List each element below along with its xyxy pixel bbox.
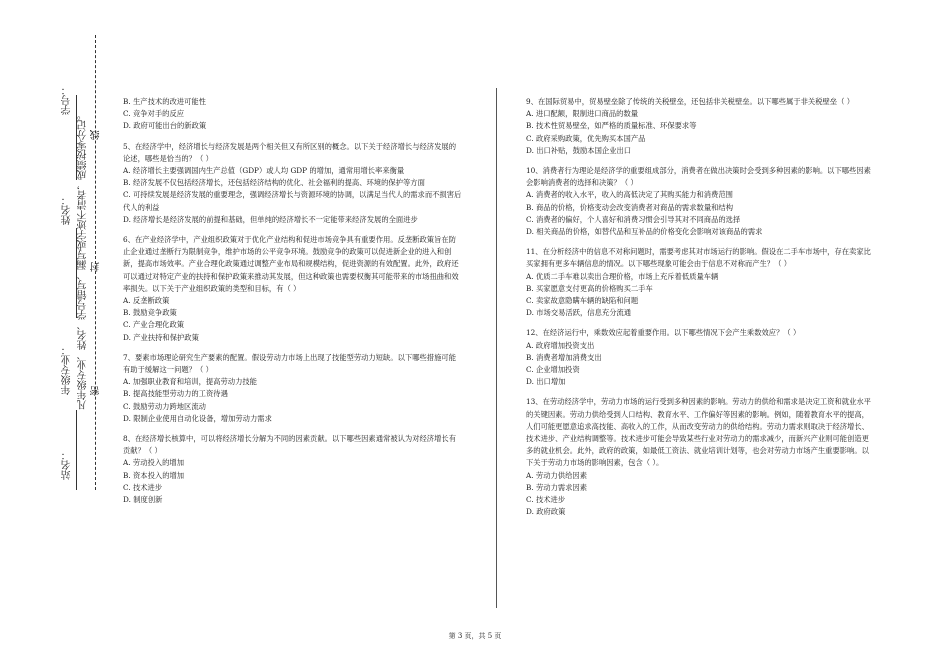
question-stem: 6、在产业经济学中，产业组织政策对于优化产业结构和促进市场竞争具有重要作用。反垄断政策旨在防止企业通过垄断行为限制竞争，维护市场的公平竞争环境。鼓励竞争的政策可以促进新企业的进入和创新，提高市场效率。产业合理化政策通过调整产业布局和规模结构，促进资源的有效配置。此外，政府还可以通过对特定产业的扶持和保护政策来推动其发展，但这种政策也需要权衡其可能带来的市场扭曲和效率损失。以下关于产业组织政策的类型和目标，有（ ） [123,235,459,293]
question-stem: 9、在国际贸易中，贸易壁垒除了传统的关税壁垒，还包括非关税壁垒。以下哪些属于非关税壁垒（ ） [526,97,855,106]
option-a: A. 劳动投入的增加 [123,458,184,468]
option-c: C. 消费者的偏好，个人喜好和消费习惯会引导其对不同商品的选择 [526,214,741,224]
question-10 [526,165,876,238]
question-stem: 7、要素市场理论研究生产要素的配置。假设劳动力市场上出现了技能型劳动力短缺。以下哪些措施可能有助于缓解这一问题？（ ） [123,352,456,375]
option-b: B. 资本投入的增加 [123,470,185,480]
question-11 [526,246,876,319]
option-d: D. 经济增长是经济发展的前提和基础，但单纯的经济增长不一定能带来经济发展的全面进步 [123,214,418,224]
option-b: B. 商品的价格，价格变动会改变消费者对商品的需求数量和结构 [526,202,734,212]
question-8 [123,433,463,506]
option-b: B. 买家愿意支付更高的价格购买二手车 [526,283,653,293]
question-6 [123,234,463,344]
option-a: A. 政府增加投资支出 [526,340,595,350]
option-a: A. 进口配额，限制进口商品的数量 [526,109,639,119]
question-stem: 5、在经济学中，经济增长与经济发展是两个相关但又有所区别的概念。以下关于经济增长与经济发展的论述，哪些是恰当的？（ ） [123,141,456,163]
right-column [526,96,876,519]
binding-notice: 凡年级专业、姓名、学号错写、漏写或字迹不清者，成绩按零分记。 [78,110,89,410]
student-id-label: 学号： [62,85,73,115]
question-stem: 11、在分析经济中的信息不对称问题时，需要考虑其对市场运行的影响。假设在二手车市场中，存在卖家比买家拥有更多车辆信息的情况。以下哪些现象可能会由于信息不对称而产生？（ ） [526,247,871,269]
option-c: C. 鼓励劳动力跨地区流动 [123,401,206,411]
option-c: C. 卖家故意隐瞒车辆的缺陷和问题 [526,296,639,306]
option-d: D. 政府可能出台的新政策 [123,121,207,131]
name-label: 姓名： [62,195,73,225]
question-4-tail [123,96,463,133]
question-12 [526,327,876,388]
class-underline [76,410,77,490]
option-d: D. 出口增加 [526,377,566,387]
option-c: C. 产业合理化政策 [123,320,185,330]
option-d: D. 限制企业使用自动化设备，增加劳动力需求 [123,413,272,423]
option-c: C. 企业增加投资 [526,365,580,375]
seal-char-feng: 封 [91,262,102,272]
option-b: B. 劳动力需求因素 [526,482,588,492]
option-d: D. 市场交易活跃，信息充分流通 [526,308,632,318]
option-b: B. 消费者增加消费支出 [526,352,602,362]
class-label: 年级专业： [62,345,73,395]
column-divider [496,88,497,608]
option-d: D. 相关商品的价格，如替代品和互补品的价格变化会影响对该商品的需求 [526,227,763,237]
option-a: A. 劳动力供给因素 [526,470,587,480]
question-stem: 12、在经济运行中，乘数效应起着重要作用。以下哪些情况下会产生乘数效应？（ ） [526,328,801,338]
option-a: A. 优质二手车难以卖出合理价格，市场上充斥着低质量车辆 [526,271,719,281]
option-c: C. 技术进步 [526,495,566,505]
question-5 [123,141,463,226]
page-footer: 第 3 页，共 5 页 [448,632,502,640]
option-b: B. 提高技能型劳动力的工资待遇 [123,389,228,399]
question-9 [526,96,876,157]
option-a: A. 加强职业教育和培训，提高劳动力技能 [123,377,257,387]
option-a: A. 经济增长主要强调国内生产总值（GDP）或人均 GDP 的增加，通常用增长率来衡量 [123,166,405,176]
option-d: D. 产业扶持和保护政策 [123,332,199,342]
option-c: C. 可持续发展是经济发展的重要理念，强调经济增长与资源环境的协调，以满足当代人的需求而不损害后代人的利益 [123,190,462,212]
option-d: D. 政府政策 [526,507,566,517]
option-a: A. 反垄断政策 [123,296,170,306]
question-7 [123,352,463,425]
seal-char-mi: 密 [91,386,102,396]
student-id-underline [76,95,77,180]
left-column [123,96,463,506]
seal-char-xian: 线 [91,130,102,140]
option-b: B. 经济发展不仅包括经济增长，还包括经济结构的优化、社会福利的提高、环境的保护等方面 [123,178,425,188]
option-c: C. 竞争对手的反应 [123,109,185,119]
option-d: D. 制度创新 [123,495,163,505]
option-b: B. 鼓励竞争政策 [123,308,177,318]
option-d: D. 出口补贴，鼓励本国企业出口 [526,145,632,155]
option-b: B. 生产技术的改进可能性 [123,97,206,106]
option-b: B. 技术性贸易壁垒，如严格的质量标准、环保要求等 [526,121,697,131]
question-stem: 10、消费者行为理论是经济学的重要组成部分，消费者在做出决策时会受到多种因素的影响。以下哪些因素会影响消费者的选择和决策？（ ） [526,166,871,188]
name-underline [76,228,77,318]
question-13 [526,396,876,518]
question-stem: 8、在经济增长核算中，可以将经济增长分解为不同的因素贡献。以下哪些因素通常被认为对经济增长有贡献？（ ） [123,434,456,456]
option-c: C. 技术进步 [123,482,163,492]
school-label: 站名： [62,450,73,480]
option-c: C. 政府采购政策，优先购买本国产品 [526,133,646,143]
question-stem: 13、在劳动经济学中，劳动力市场的运行受到多种因素的影响。劳动力的供给和需求是决定工资和就业水平的关键因素。劳动力供给受到人口结构、教育水平、工作偏好等因素的影响。例如，随着教育水平的提高，人们可能更愿意追求高技能、高收入的工作，从而改变劳动力的供给结构。劳动力需求则取决于经济增长、技术进步、产业结构调整等。技术进步可能会导致某些行业对劳动力的需求减少，而新兴产业则可能创造更多的就业机会。此外，政府的政策，如最低工资法、就业培训计划等，也会对劳动力市场产生重要影响。以下关于劳动力市场的影响因素，包含（ ）。 [526,397,871,468]
option-a: A. 消费者的收入水平，收入的高低决定了其购买能力和消费范围 [526,190,733,200]
